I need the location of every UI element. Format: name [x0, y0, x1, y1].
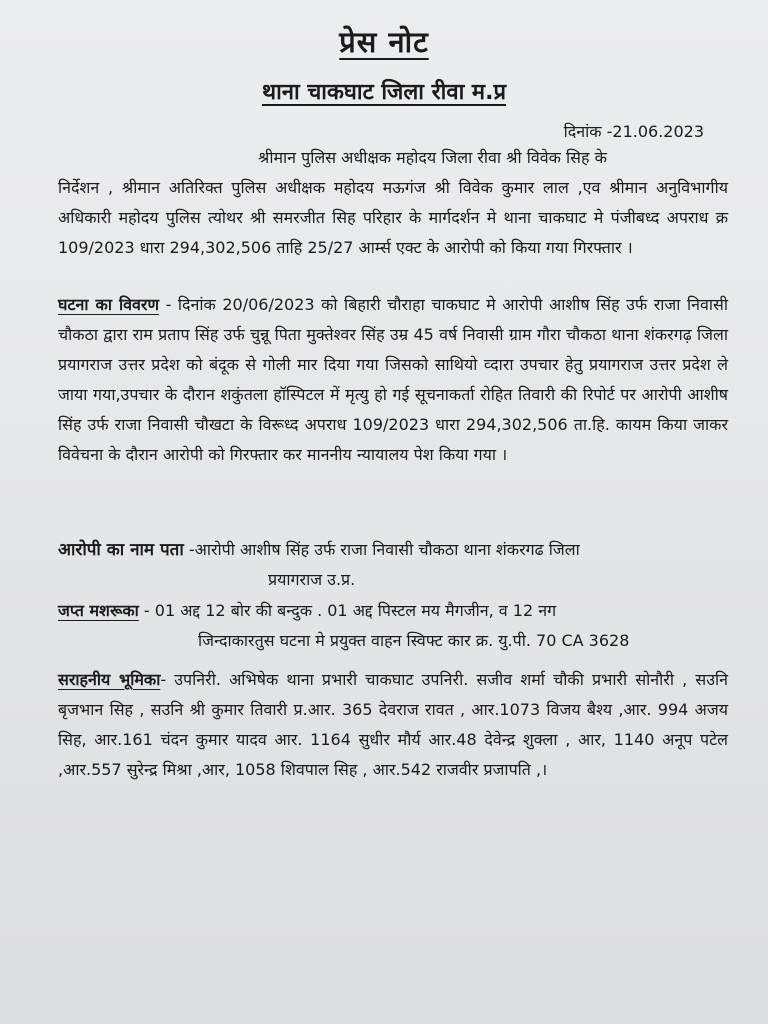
document-subtitle-text: थाना चाकघाट जिला रीवा म.प्र [262, 80, 506, 105]
incident-separator: - [159, 295, 178, 314]
intro-paragraph [58, 143, 728, 263]
accused-text-continued: प्रयागराज उ.प्र. [268, 570, 356, 589]
intro-first-line: श्रीमान पुलिस अधीक्षक महोदय जिला रीवा श्री विवेक सिह के [258, 148, 607, 167]
document-subtitle [0, 76, 768, 106]
seized-text: - 01 अद्द 12 बोर की बन्दुक . 01 अद्द पिस्टल मय मैगजीन, व 12 नग [138, 601, 557, 620]
document-date: दिनांक -21.06.2023 [563, 122, 704, 141]
accused-label: आरोपी का नाम पता [58, 540, 184, 560]
seized-text-continued: जिन्दाकारतुस घटना मे प्रयुक्त वाहन स्विफ्ट कार क्र. यु.पी. 70 CA 3628 [198, 631, 630, 650]
praise-text: - उपनिरी. अभिषेक थाना प्रभारी चाकघाट उपनिरी. सजीव शर्मा चौकी प्रभारी सोनौरी , सउनि बृजभान सिह , सउनि श्री कुमार तिवारी प्र.आर. 365 देवराज रावत , आर.1073 विजय बैश्य ,आर. 994 अजय सिह, आर.161 चंदन कुमार यादव आर. 1164 सुधीर मौर्य आर.48 देवेन्द्र शुक्ला , आर, 1140 अनूप पटेल ,आर.557 सुरेन्द्र मिश्रा ,आर, 1058 शिवपाल सिह , आर.542 राजवीर प्रजापति ,। [58, 670, 728, 779]
document-title-text: प्रेस नोट [339, 25, 429, 59]
document-title [0, 22, 768, 61]
incident-section [58, 290, 728, 470]
seized-section [58, 596, 728, 656]
accused-section [58, 535, 728, 595]
intro-text: निर्देशन , श्रीमान अतिरिक्त पुलिस अधीक्षक महोदय मऊगंज श्री विवेक कुमार लाल ,एव श्रीमान अनुविभागीय अधिकारी महोदय पुलिस त्योथर श्री समरजीत सिह परिहार के मार्गदर्शन मे थाना चाकघाट मे पंजीबध्द अपराध क्र 109/2023 धारा 294,302,506 ताहि 25/27 आर्म्स एक्ट के आरोपी को किया गया गिरफ्तार । [58, 178, 728, 257]
seized-label: जप्त मशरूका [58, 601, 139, 620]
praise-section [58, 665, 728, 785]
praise-label: सराहनीय भूमिका [58, 670, 161, 689]
incident-label: घटना का विवरण [58, 295, 160, 314]
incident-text: दिनांक 20/06/2023 को बिहारी चौराहा चाकघाट मे आरोपी आशीष सिंह उर्फ राजा निवासी चौकठा द्वारा राम प्रताप सिंह उर्फ चुन्नू पिता मुक्तेश्वर सिंह उम्र 45 वर्ष निवासी ग्राम गौरा चौकठा थाना शंकरगढ़ जिला प्रयागराज उत्तर प्रदेश को बंदूक से गोली मार दिया गया जिसको साथियो व्दारा उपचार हेतु प्रयागराज उत्तर प्रदेश ले जाया गया,उपचार के दौरान शकुंतला हॉस्पिटल में मृत्यु हो गई सूचनाकर्ता रोहित तिवारी की रिपोर्ट पर आरोपी आशीष सिंह उर्फ राजा निवासी चौखटा के विरूध्द अपराध 109/2023 धारा 294,302,506 ता.हि. कायम किया जाकर विवेचना के दौरान आरोपी को गिरफ्तार कर माननीय न्यायालय पेश किया गया । [58, 295, 728, 464]
accused-text: -आरोपी आशीष सिंह उर्फ राजा निवासी चौकठा थाना शंकरगढ जिला [183, 540, 580, 559]
